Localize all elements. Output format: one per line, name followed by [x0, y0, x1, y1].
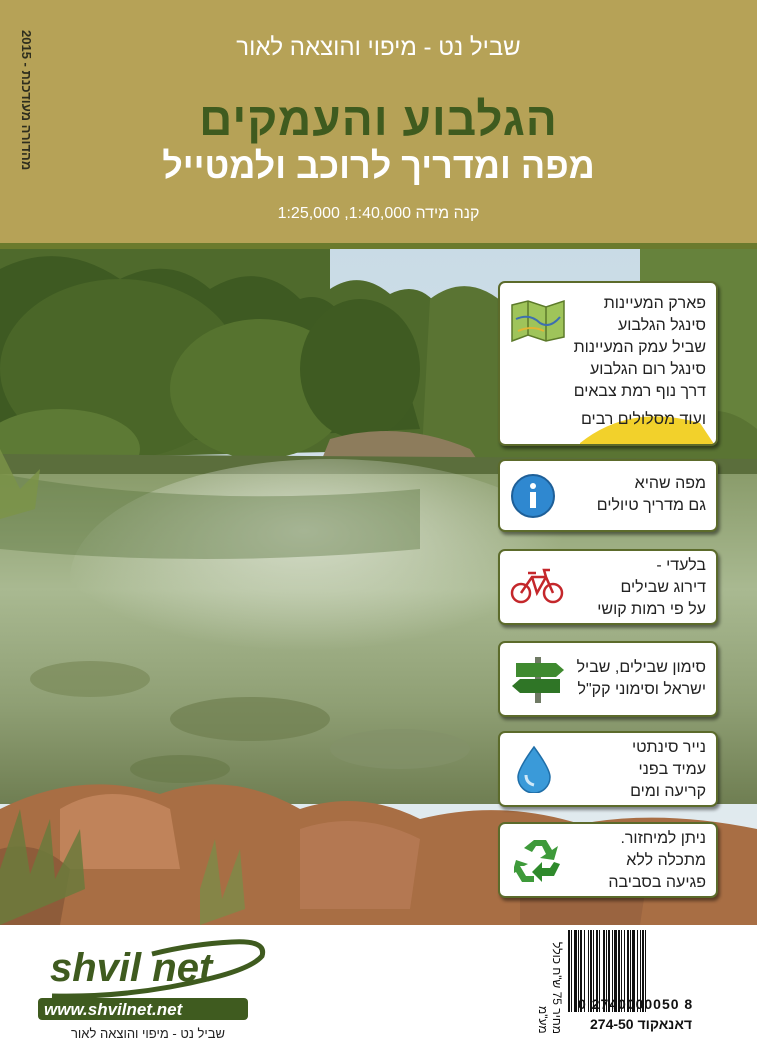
logo-name: shvil net: [50, 946, 213, 990]
bicycle-icon: [510, 565, 564, 610]
feature-line: שביל עמק המעיינות: [573, 339, 706, 356]
water-drop-icon: [514, 745, 554, 798]
feature-line: דרך נוף רמת צבאים: [573, 383, 706, 400]
feature-line: קריעה ומים: [630, 783, 706, 800]
edition-label: מהדורה מעודכנת - 2015: [19, 30, 34, 171]
signpost-icon: [510, 653, 566, 710]
feature-line: סינגל רום הגלבוע: [589, 361, 706, 378]
feature-line: פגיעה בסביבה: [608, 874, 706, 891]
feature-line: ועוד מסלולים רבים: [581, 411, 706, 428]
feature-recycle-box: [498, 822, 718, 898]
barcode-number: 0 2740000050 8: [578, 996, 694, 1012]
feature-line: ישראל וסימוני קק"ל: [577, 681, 706, 698]
feature-line: על פי רמות קושי: [597, 601, 706, 618]
feature-line: מתכלה ללא: [626, 852, 706, 869]
info-icon: [510, 473, 556, 524]
feature-line: דירוג שבילים: [620, 579, 706, 596]
feature-paper-box: [498, 731, 718, 807]
price-label: מחיר 75 ש"ח כולל מע"מ: [536, 942, 564, 1034]
logo-url: www.shvilnet.net: [44, 1000, 183, 1019]
publisher-line: שביל נט - מיפוי והוצאה לאור: [236, 34, 521, 61]
cover-subtitle: מפה ומדריך לרוכב ולמטייל: [162, 145, 595, 186]
feature-line: עמיד בפני: [638, 761, 706, 778]
logo-tagline: שביל נט - מיפוי והוצאה לאור: [70, 1026, 226, 1041]
map-scale: קנה מידה 1:40,000, 1:25,000: [277, 205, 480, 222]
feature-trails-box: [498, 281, 718, 446]
feature-line: סימון שבילים, שביל: [576, 659, 706, 676]
feature-guide-box: [498, 459, 718, 532]
feature-line: בלעדי -: [656, 557, 706, 574]
feature-rating-box: [498, 549, 718, 625]
feature-marking-box: [498, 641, 718, 717]
map-icon: [510, 299, 566, 348]
feature-line: ניתן למיחזור.: [620, 830, 706, 847]
feature-line: סינגל הגלבוע: [617, 317, 706, 334]
feature-line: פארק המעיינות: [603, 295, 706, 312]
recycle-icon: [514, 834, 566, 891]
cover-title: הגלבוע והעמקים: [199, 93, 558, 145]
feature-line: גם מדריך טיולים: [596, 497, 706, 514]
feature-line: מפה שהיא: [634, 475, 706, 492]
feature-line: נייר סינתטי: [631, 739, 706, 756]
catalog-code: דאנאקוד 274-50: [590, 1016, 693, 1032]
